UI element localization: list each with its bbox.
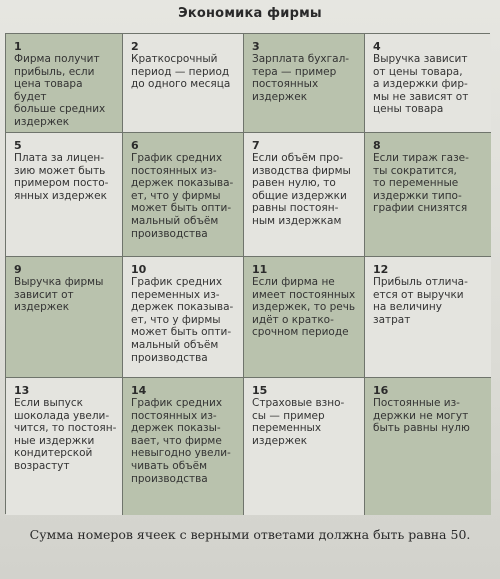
footer-instruction: Сумма номеров ячеек с верными ответами должна быть равна 50. bbox=[29, 527, 471, 542]
grid-cell-14[interactable] bbox=[123, 378, 244, 515]
cell-text: Прибыль отлича- ется от выручки на величину затрат bbox=[373, 276, 468, 326]
grid-cell-3[interactable] bbox=[244, 34, 365, 133]
grid-cell-16[interactable] bbox=[365, 378, 491, 515]
cell-number: 13 bbox=[14, 384, 30, 397]
cell-number: 7 bbox=[252, 139, 260, 152]
cell-number: 12 bbox=[373, 263, 389, 276]
page-title: Экономика фирмы bbox=[178, 6, 322, 21]
cell-number: 10 bbox=[131, 263, 147, 276]
grid-cell-11[interactable] bbox=[244, 257, 365, 378]
cell-number: 11 bbox=[252, 263, 268, 276]
grid-cell-1[interactable] bbox=[6, 34, 123, 133]
grid-cell-9[interactable] bbox=[6, 257, 123, 378]
cell-text: Если выпуск шоколада увели- чится, то постоян- ные издержки кондитерской возрастут bbox=[14, 397, 117, 472]
cell-number: 15 bbox=[252, 384, 268, 397]
cell-number: 9 bbox=[14, 263, 22, 276]
grid-cell-12[interactable] bbox=[365, 257, 491, 378]
cell-number: 14 bbox=[131, 384, 147, 397]
cell-text: График средних постоянных из- держек показы- вает, что фирме невыгодно увели- чивать объём производства bbox=[131, 397, 231, 485]
cell-number: 1 bbox=[14, 40, 22, 53]
cell-number: 4 bbox=[373, 40, 381, 53]
answer-grid bbox=[5, 33, 490, 514]
cell-text: Выручка фирмы зависит от издержек bbox=[14, 276, 104, 314]
cell-text: График средних переменных из- держек показыва- ет, что у фирмы может быть опти- мальный объём производства bbox=[131, 276, 234, 364]
cell-text: Плата за лицен- зию может быть примером посто- янных издержек bbox=[14, 152, 109, 202]
cell-number: 16 bbox=[373, 384, 389, 397]
grid-cell-13[interactable] bbox=[6, 378, 123, 515]
grid-cell-7[interactable] bbox=[244, 133, 365, 257]
grid-cell-6[interactable] bbox=[123, 133, 244, 257]
grid-cell-4[interactable] bbox=[365, 34, 491, 133]
cell-text: Страховые взно- сы — пример переменных издержек bbox=[252, 397, 345, 447]
grid-cell-8[interactable] bbox=[365, 133, 491, 257]
cell-text: График средних постоянных из- держек показыва- ет, что у фирмы может быть опти- мальный объём производства bbox=[131, 152, 234, 240]
grid-cell-15[interactable] bbox=[244, 378, 365, 515]
cell-number: 5 bbox=[14, 139, 22, 152]
cell-text: Если тираж газе- ты сократится, то переменные издержки типо- графии снизятся bbox=[373, 152, 469, 215]
grid-cell-2[interactable] bbox=[123, 34, 244, 133]
cell-text: Выручка зависит от цены товара, а издержки фир- мы не зависят от цены товара bbox=[373, 53, 469, 116]
grid-cell-5[interactable] bbox=[6, 133, 123, 257]
cell-text: Краткосрочный период — период до одного месяца bbox=[131, 53, 231, 91]
cell-text: Если объём про- изводства фирмы равен нулю, то общие издержки равны постоян- ным издержкам bbox=[252, 152, 351, 227]
cell-number: 8 bbox=[373, 139, 381, 152]
cell-text: Фирма получит прибыль, если цена товара будет больше средних издержек bbox=[14, 53, 106, 128]
cell-number: 6 bbox=[131, 139, 139, 152]
grid-cell-10[interactable] bbox=[123, 257, 244, 378]
cell-text: Если фирма не имеет постоянных издержек, то речь идёт о кратко- срочном периоде bbox=[252, 276, 356, 339]
cell-number: 2 bbox=[131, 40, 139, 53]
cell-number: 3 bbox=[252, 40, 260, 53]
cell-text: Постоянные из- держки не могут быть равны нулю bbox=[373, 397, 470, 435]
cell-text: Зарплата бухгал- тера — пример постоянных издержек bbox=[252, 53, 350, 103]
